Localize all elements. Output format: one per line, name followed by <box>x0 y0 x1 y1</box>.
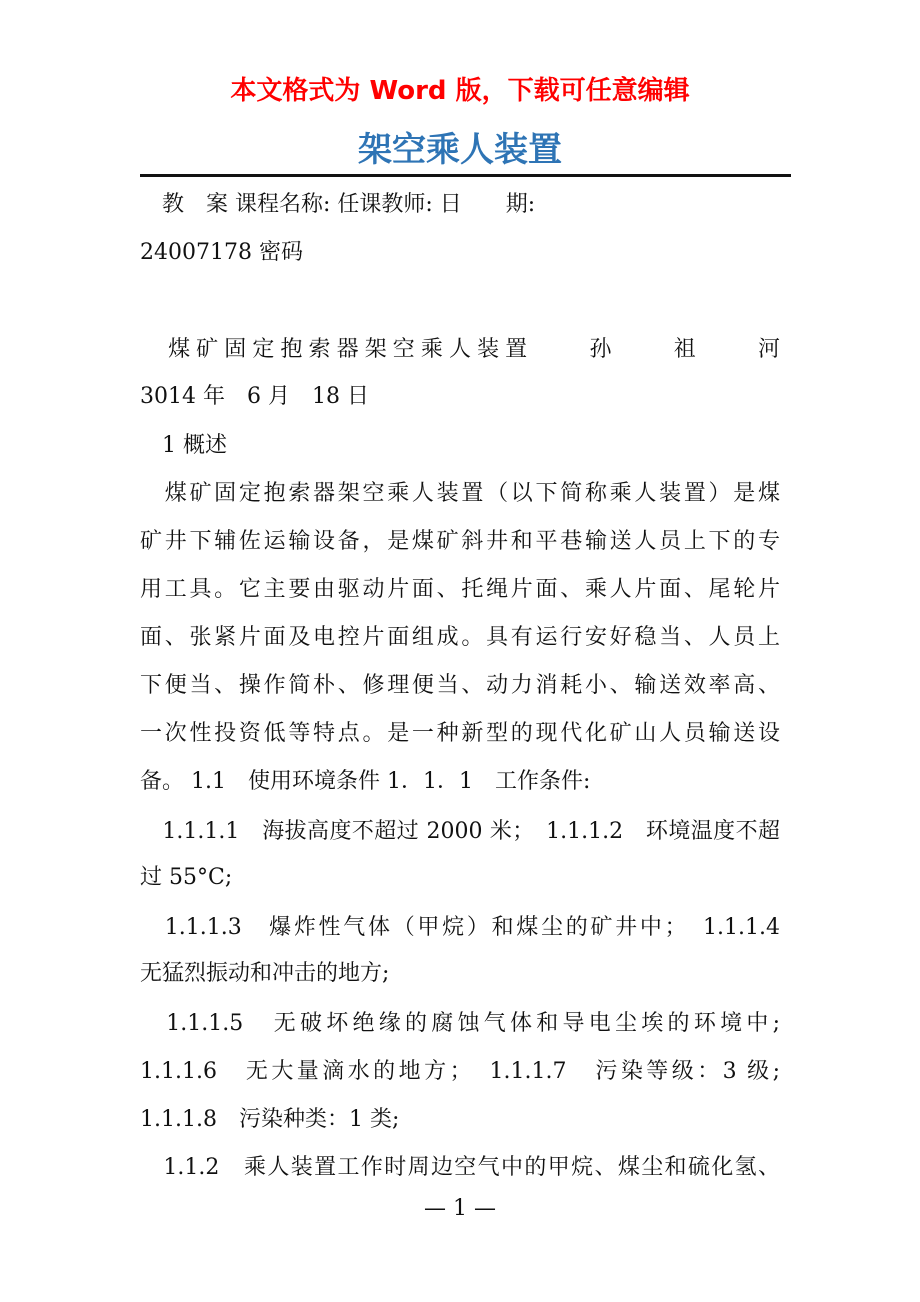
text-line: 矿井下辅佐运输设备，是煤矿斜井和平巷输送人员上下的专 <box>140 529 780 554</box>
page-number: — 1 — <box>424 1196 496 1221</box>
text-line: 下便当、操作简朴、修理便当、动力消耗小、输送效率高、 <box>140 673 780 698</box>
text-line: 1.1.1.6 无大量滴水的地方； 1.1.1.7 污染等级：3 级; <box>140 1059 780 1084</box>
text-line: 煤矿固定抱索器架空乘人装置（以下简称乘人装置）是煤 <box>140 481 780 506</box>
text-line: 无猛烈振动和冲击的地方; <box>140 961 390 986</box>
text-line: 过 55°C; <box>140 865 233 890</box>
text-line: 备。 1.1 使用环境条件 1．1．1 工作条件: <box>140 769 591 794</box>
text-line: 1.1.1.8 污染种类：1 类; <box>140 1107 400 1132</box>
document-title: 架空乘人装置 <box>358 130 562 170</box>
header-rule <box>140 174 791 177</box>
text-line: 1.1.1.1 海拔高度不超过 2000 米； 1.1.1.2 环境温度不超 <box>140 819 780 844</box>
text-line: 面、张紧片面及电控片面组成。具有运行安好稳当、人员上 <box>140 625 780 650</box>
section-heading: 1 概述 <box>140 433 227 458</box>
word-format-banner: 本文格式为 Word 版，下载可任意编辑 <box>230 76 690 106</box>
text-line: 3014 年 6 月 18 日 <box>140 384 369 409</box>
text-line: 1.1.1.5 无破坏绝缘的腐蚀气体和导电尘埃的环境中; <box>140 1011 780 1036</box>
text-line: 24007178 密码 <box>140 240 303 265</box>
text-line: 1.1.1.3 爆炸性气体（甲烷）和煤尘的矿井中； 1.1.1.4 <box>140 915 780 940</box>
text-line: 煤矿固定抱索器架空乘人装置 孙 祖 河 <box>140 337 780 362</box>
text-line: 教 案 课程名称: 任课教师: 日 期: <box>140 192 536 217</box>
text-line: 用工具。它主要由驱动片面、托绳片面、乘人片面、尾轮片 <box>140 577 780 602</box>
text-line: 一次性投资低等特点。是一种新型的现代化矿山人员输送设 <box>140 721 780 746</box>
text-line: 1.1.2 乘人装置工作时周边空气中的甲烷、煤尘和硫化氢、 <box>140 1155 780 1180</box>
